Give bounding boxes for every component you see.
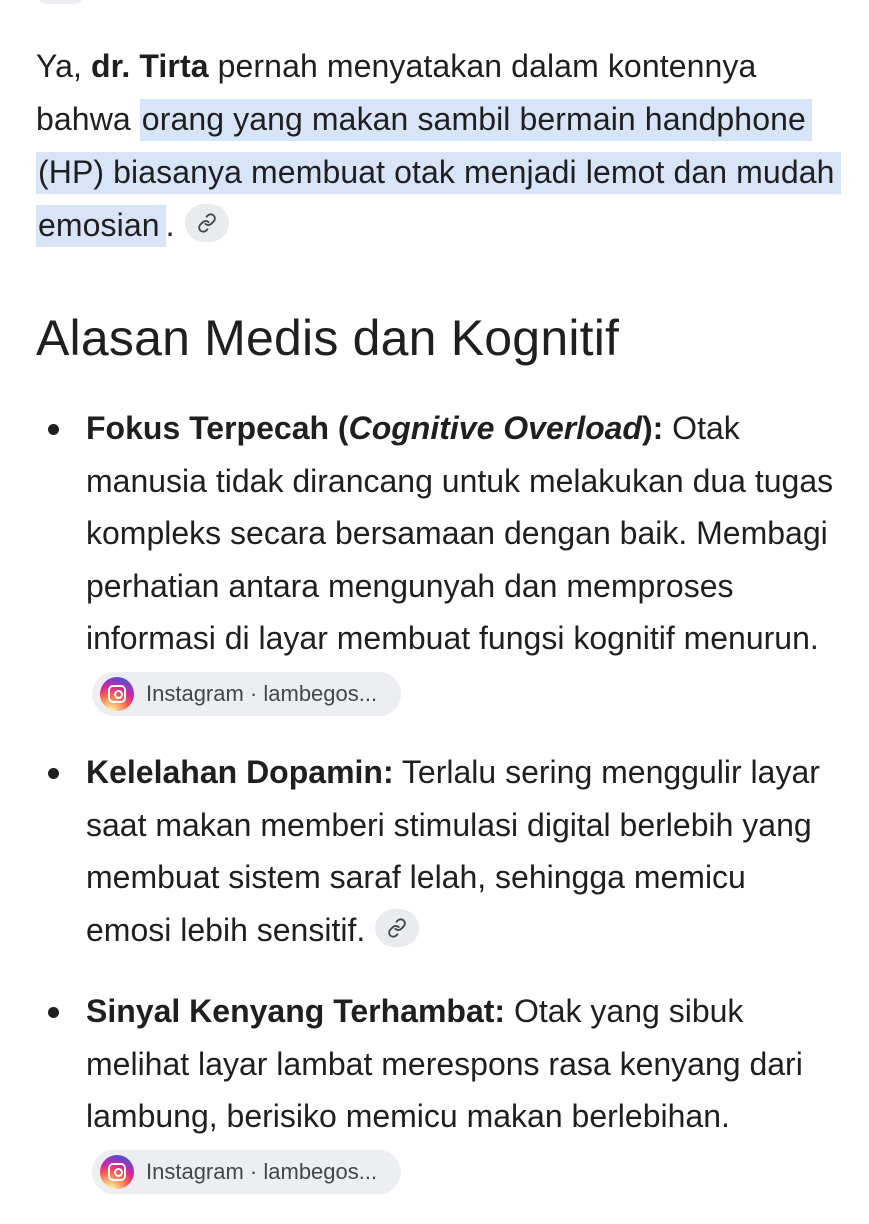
source-label: Instagram · lambegos... [146, 680, 378, 706]
link-icon [387, 918, 407, 938]
source-label: Instagram · lambegos... [146, 1158, 378, 1184]
intro-lead: Ya, [36, 48, 91, 84]
list-item [36, 746, 836, 956]
top-chip-fragment [36, 0, 86, 4]
bullet [48, 424, 59, 435]
highlighted-claim[interactable]: orang yang makan sambil bermain handphone (HP) biasanya membuat otak menjadi lemot dan mudah emosian [36, 99, 841, 247]
response-content [36, 40, 836, 1224]
section-heading: Alasan Medis dan Kognitif [36, 310, 620, 366]
item-text: Otak manusia tidak dirancang untuk melakukan dua tugas kompleks secara bersamaan dengan baik. Membagi perhatian antara mengunyah dan memproses informasi di layar membuat fungsi kognitif menurun. [86, 410, 834, 656]
instagram-source-chip[interactable] [92, 1150, 401, 1194]
item-text: Otak yang sibuk melihat layar lambat merespons rasa kenyang dari lambung, berisiko memicu makan berlebihan. [86, 993, 803, 1134]
intro-paragraph [36, 40, 836, 252]
list-item [36, 985, 836, 1195]
item-title: Sinyal Kenyang Terhambat: [86, 993, 506, 1029]
link-icon [197, 213, 217, 233]
intro-end: . [165, 207, 175, 243]
item-title: Kelelahan Dopamin: [86, 754, 394, 790]
item-title-italic: Cognitive Overload [348, 410, 642, 446]
intro-name: dr. Tirta [90, 48, 209, 84]
bullet [48, 768, 59, 779]
instagram-icon [100, 1155, 134, 1189]
instagram-source-chip[interactable] [92, 672, 401, 716]
reasons-list [36, 402, 836, 1195]
item-text: Terlalu sering menggulir layar saat makan memberi stimulasi digital berlebih yang membuat sistem saraf lelah, sehingga memicu emosi lebih sensitif. [86, 754, 820, 948]
item-title: Fokus Terpecah (Cognitive Overload): [86, 410, 664, 446]
list-item [36, 402, 836, 717]
instagram-icon [100, 677, 134, 711]
bullet [48, 1007, 59, 1018]
source-link-button[interactable] [375, 909, 419, 947]
intro-text: pernah menyatakan dalam kontennya bahwa [36, 48, 757, 137]
source-link-button[interactable] [185, 204, 229, 242]
